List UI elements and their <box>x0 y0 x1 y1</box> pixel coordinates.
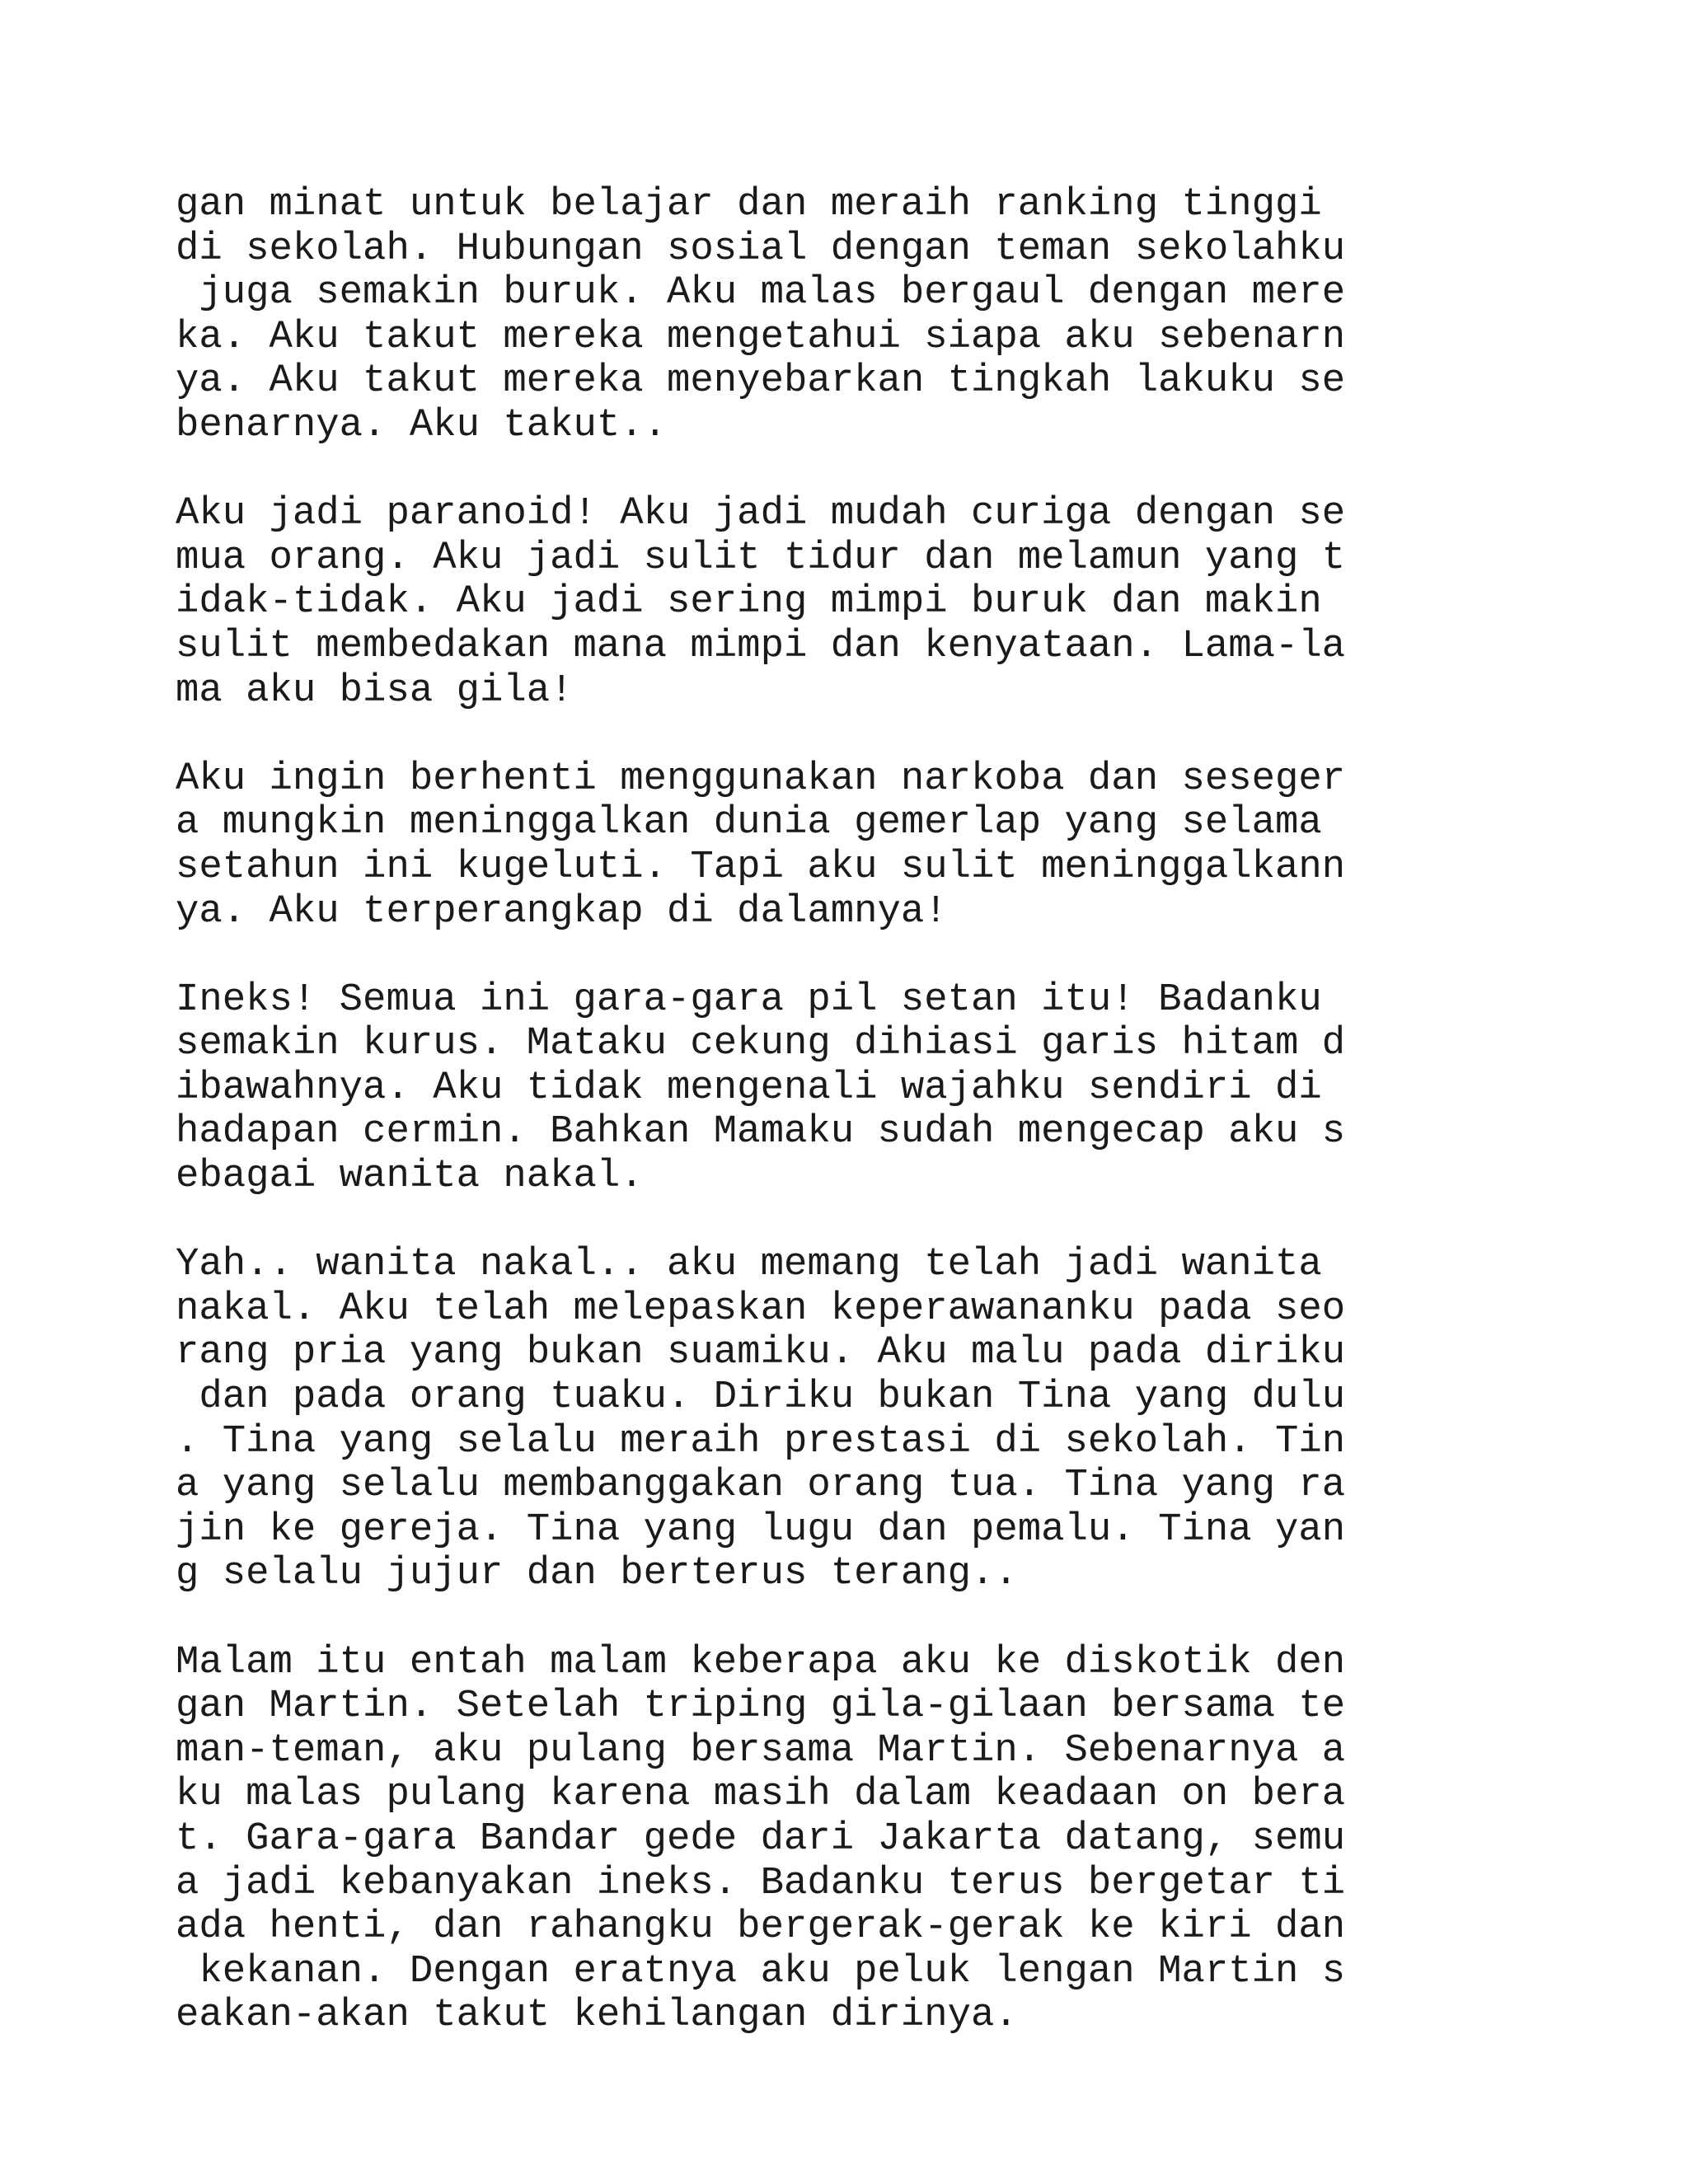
paragraph-3 <box>176 757 1527 934</box>
text-line: eakan-akan takut kehilangan dirinya. <box>176 1994 1018 2038</box>
paragraph-1 <box>176 183 1527 448</box>
text-line: a jadi kebanyakan ineks. Badanku terus bergetar ti <box>176 1861 1346 1905</box>
text-line: ka. Aku takut mereka mengetahui siapa aku sebenarn <box>176 315 1346 359</box>
text-line: ebagai wanita nakal. <box>176 1155 644 1199</box>
text-line: man-teman, aku pulang bersama Martin. Sebenarnya a <box>176 1728 1346 1773</box>
text-line: semakin kurus. Mataku cekung dihiasi garis hitam d <box>176 1022 1346 1066</box>
text-line: ya. Aku terperangkap di dalamnya! <box>176 889 948 934</box>
paragraph-5 <box>176 1243 1527 1596</box>
text-line: Aku ingin berhenti menggunakan narkoba dan seseger <box>176 757 1346 801</box>
text-line: a mungkin meninggalkan dunia gemerlap yang selama <box>176 801 1322 846</box>
text-line: idak-tidak. Aku jadi sering mimpi buruk dan makin <box>176 580 1322 625</box>
text-line: nakal. Aku telah melepaskan keperawananku pada seo <box>176 1286 1346 1331</box>
text-line: hadapan cermin. Bahkan Mamaku sudah mengecap aku s <box>176 1110 1346 1155</box>
text-line: sulit membedakan mana mimpi dan kenyataan. Lama-la <box>176 624 1346 668</box>
text-line: benarnya. Aku takut.. <box>176 403 668 448</box>
text-line: . Tina yang selalu meraih prestasi di sekolah. Tin <box>176 1419 1346 1464</box>
text-line: juga semakin buruk. Aku malas bergaul dengan mere <box>176 271 1346 316</box>
text-line: t. Gara-gara Bandar gede dari Jakarta datang, semu <box>176 1816 1346 1861</box>
paragraph-6 <box>176 1641 1527 2038</box>
text-line: kekanan. Dengan eratnya aku peluk lengan Martin s <box>176 1949 1346 1994</box>
paragraph-4 <box>176 978 1527 1199</box>
text-line: Yah.. wanita nakal.. aku memang telah jadi wanita <box>176 1243 1322 1287</box>
text-line: Malam itu entah malam keberapa aku ke diskotik den <box>176 1640 1346 1685</box>
text-line: mua orang. Aku jadi sulit tidur dan melamun yang t <box>176 536 1346 580</box>
text-line: jin ke gereja. Tina yang lugu dan pemalu. Tina yan <box>176 1507 1346 1552</box>
text-line: rang pria yang bukan suamiku. Aku malu pada diriku <box>176 1331 1346 1376</box>
text-line: ma aku bisa gila! <box>176 668 574 713</box>
text-line: ku malas pulang karena masih dalam keadaan on bera <box>176 1773 1346 1817</box>
paragraph-2 <box>176 492 1527 713</box>
text-line: Ineks! Semua ini gara-gara pil setan itu! Badanku <box>176 977 1322 1022</box>
text-line: g selalu jujur dan berterus terang.. <box>176 1552 1018 1596</box>
text-line: gan Martin. Setelah triping gila-gilaan bersama te <box>176 1685 1346 1729</box>
body-text <box>176 183 1527 2083</box>
text-line: Aku jadi paranoid! Aku jadi mudah curiga dengan se <box>176 492 1346 537</box>
text-line: ada henti, dan rahangku bergerak-gerak ke kiri dan <box>176 1905 1346 1950</box>
text-line: gan minat untuk belajar dan meraih ranking tinggi <box>176 183 1322 227</box>
text-line: ibawahnya. Aku tidak mengenali wajahku sendiri di <box>176 1066 1322 1110</box>
text-line: dan pada orang tuaku. Diriku bukan Tina yang dulu <box>176 1376 1346 1420</box>
text-line: setahun ini kugeluti. Tapi aku sulit meninggalkann <box>176 845 1346 889</box>
text-line: ya. Aku takut mereka menyebarkan tingkah lakuku se <box>176 359 1346 404</box>
text-line: di sekolah. Hubungan sosial dengan teman sekolahku <box>176 227 1346 271</box>
text-line: a yang selalu membanggakan orang tua. Tina yang ra <box>176 1464 1346 1508</box>
